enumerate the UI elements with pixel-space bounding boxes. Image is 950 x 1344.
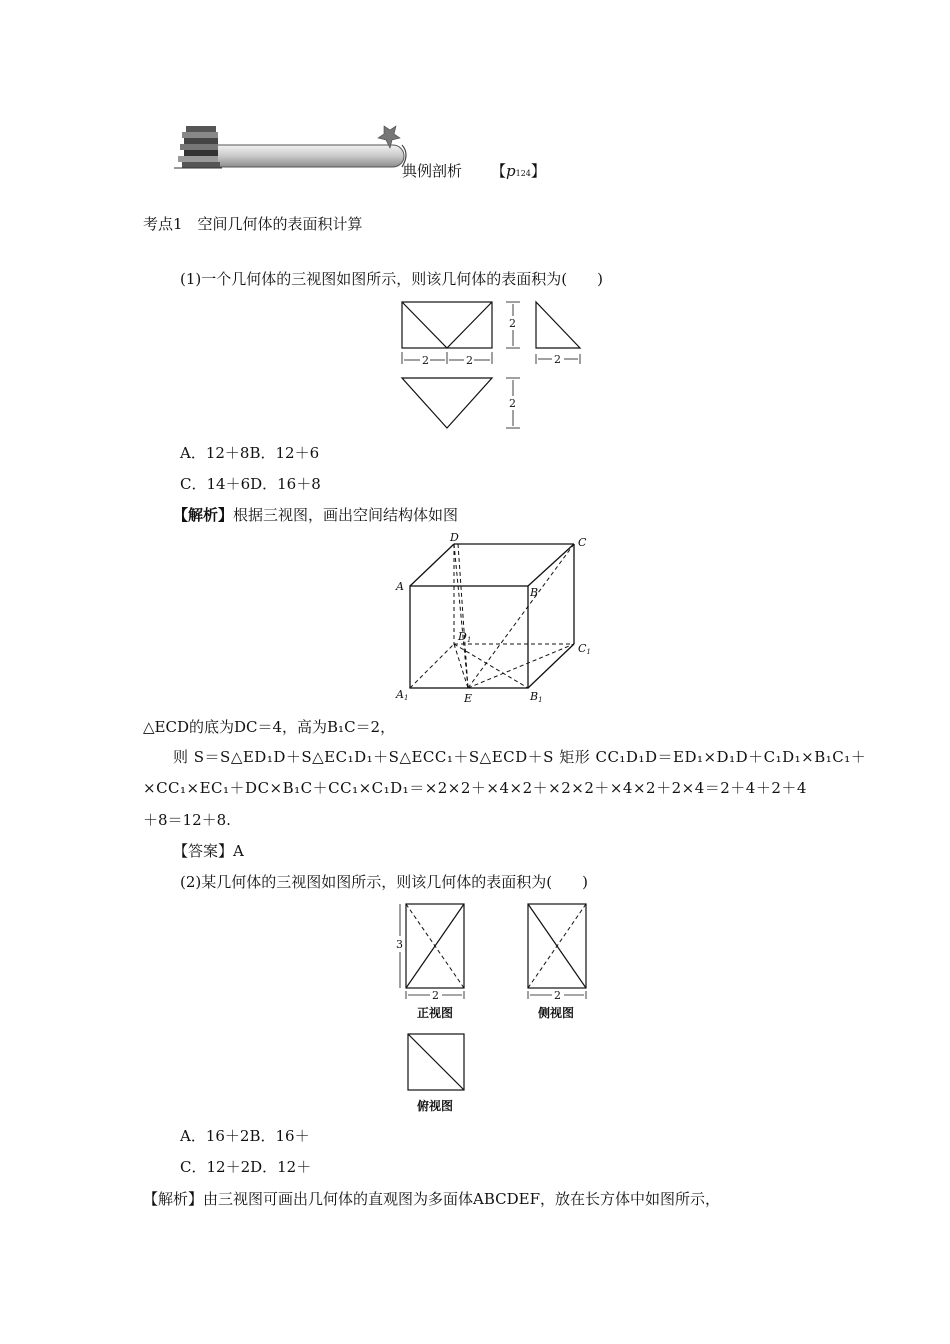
q2-option-cd: C．12＋2D．12＋ <box>180 1158 312 1176</box>
q1-line-3: ×CC₁×EC₁＋DC×B₁C＋CC₁×C₁D₁＝×2×2＋×4×2＋×2×2＋×4×2＋2×4＝2＋4＋2＋4 <box>143 779 807 797</box>
q1-analysis: 【解析】根据三视图，画出空间结构体如图 <box>173 506 459 524</box>
header-page-ref: 【p124】 <box>491 162 546 180</box>
q2-caption-top: 俯视图 <box>417 1099 454 1113</box>
books-icon <box>174 126 222 168</box>
q1-line-1: △ECD的底为DC＝4，高为B₁C＝2， <box>143 718 396 736</box>
header-banner <box>174 118 414 182</box>
q2-caption-front: 正视图 <box>417 1006 454 1020</box>
q2-dim-3: 3 <box>396 938 403 951</box>
q1-dim-2d: 2 <box>554 353 561 366</box>
section-title: 考点1 空间几何体的表面积计算 <box>143 215 363 233</box>
q1-line-4: ＋8＝12＋8. <box>143 811 231 829</box>
q2-analysis: 【解析】由三视图可画出几何体的直观图为多面体ABCDEF，放在长方体中如图所示， <box>143 1190 720 1208</box>
header-title: 典例剖析 <box>402 162 463 180</box>
cube-label-b1: B1 <box>530 690 543 704</box>
q1-line-2: 则 S＝S△ED₁D＋S△EC₁D₁＋S△ECC₁＋S△ECD＋S 矩形 CC₁D₁D＝ED₁×D₁D＋C₁D₁×B₁C₁＋ <box>173 748 867 766</box>
q1-option-cd: C．14＋6D．16＋8 <box>180 475 321 493</box>
q1-answer: 【答案】A <box>173 842 244 860</box>
cube-label-a: A <box>396 580 404 593</box>
cube-label-a1: A1 <box>396 688 409 702</box>
q2-dim-2a: 2 <box>432 989 439 1002</box>
q1-stem: (1)一个几何体的三视图如图所示，则该几何体的表面积为( ) <box>180 270 603 288</box>
q1-option-ab: A．12＋8B．12＋6 <box>180 444 320 462</box>
cube-label-d: D <box>450 531 459 544</box>
q1-dim-2a: 2 <box>422 354 429 367</box>
cube-label-c: C <box>578 536 587 549</box>
cube-label-b: B <box>530 586 539 599</box>
cube-label-c1: C1 <box>578 642 591 656</box>
q1-dim-2c: 2 <box>509 317 516 330</box>
q1-dim-2b: 2 <box>466 354 473 367</box>
q1-three-view-figure <box>396 296 586 436</box>
cube-label-e: E <box>464 692 473 705</box>
q1-cube-figure <box>392 530 602 708</box>
q2-dim-2b: 2 <box>554 989 561 1002</box>
q2-option-ab: A．16＋2B．16＋ <box>180 1127 310 1145</box>
q1-dim-2e: 2 <box>509 397 516 410</box>
cube-label-d1: D1 <box>458 630 472 644</box>
q2-stem: (2)某几何体的三视图如图所示，则该几何体的表面积为( ) <box>180 873 588 891</box>
q2-caption-side: 侧视图 <box>538 1006 575 1020</box>
